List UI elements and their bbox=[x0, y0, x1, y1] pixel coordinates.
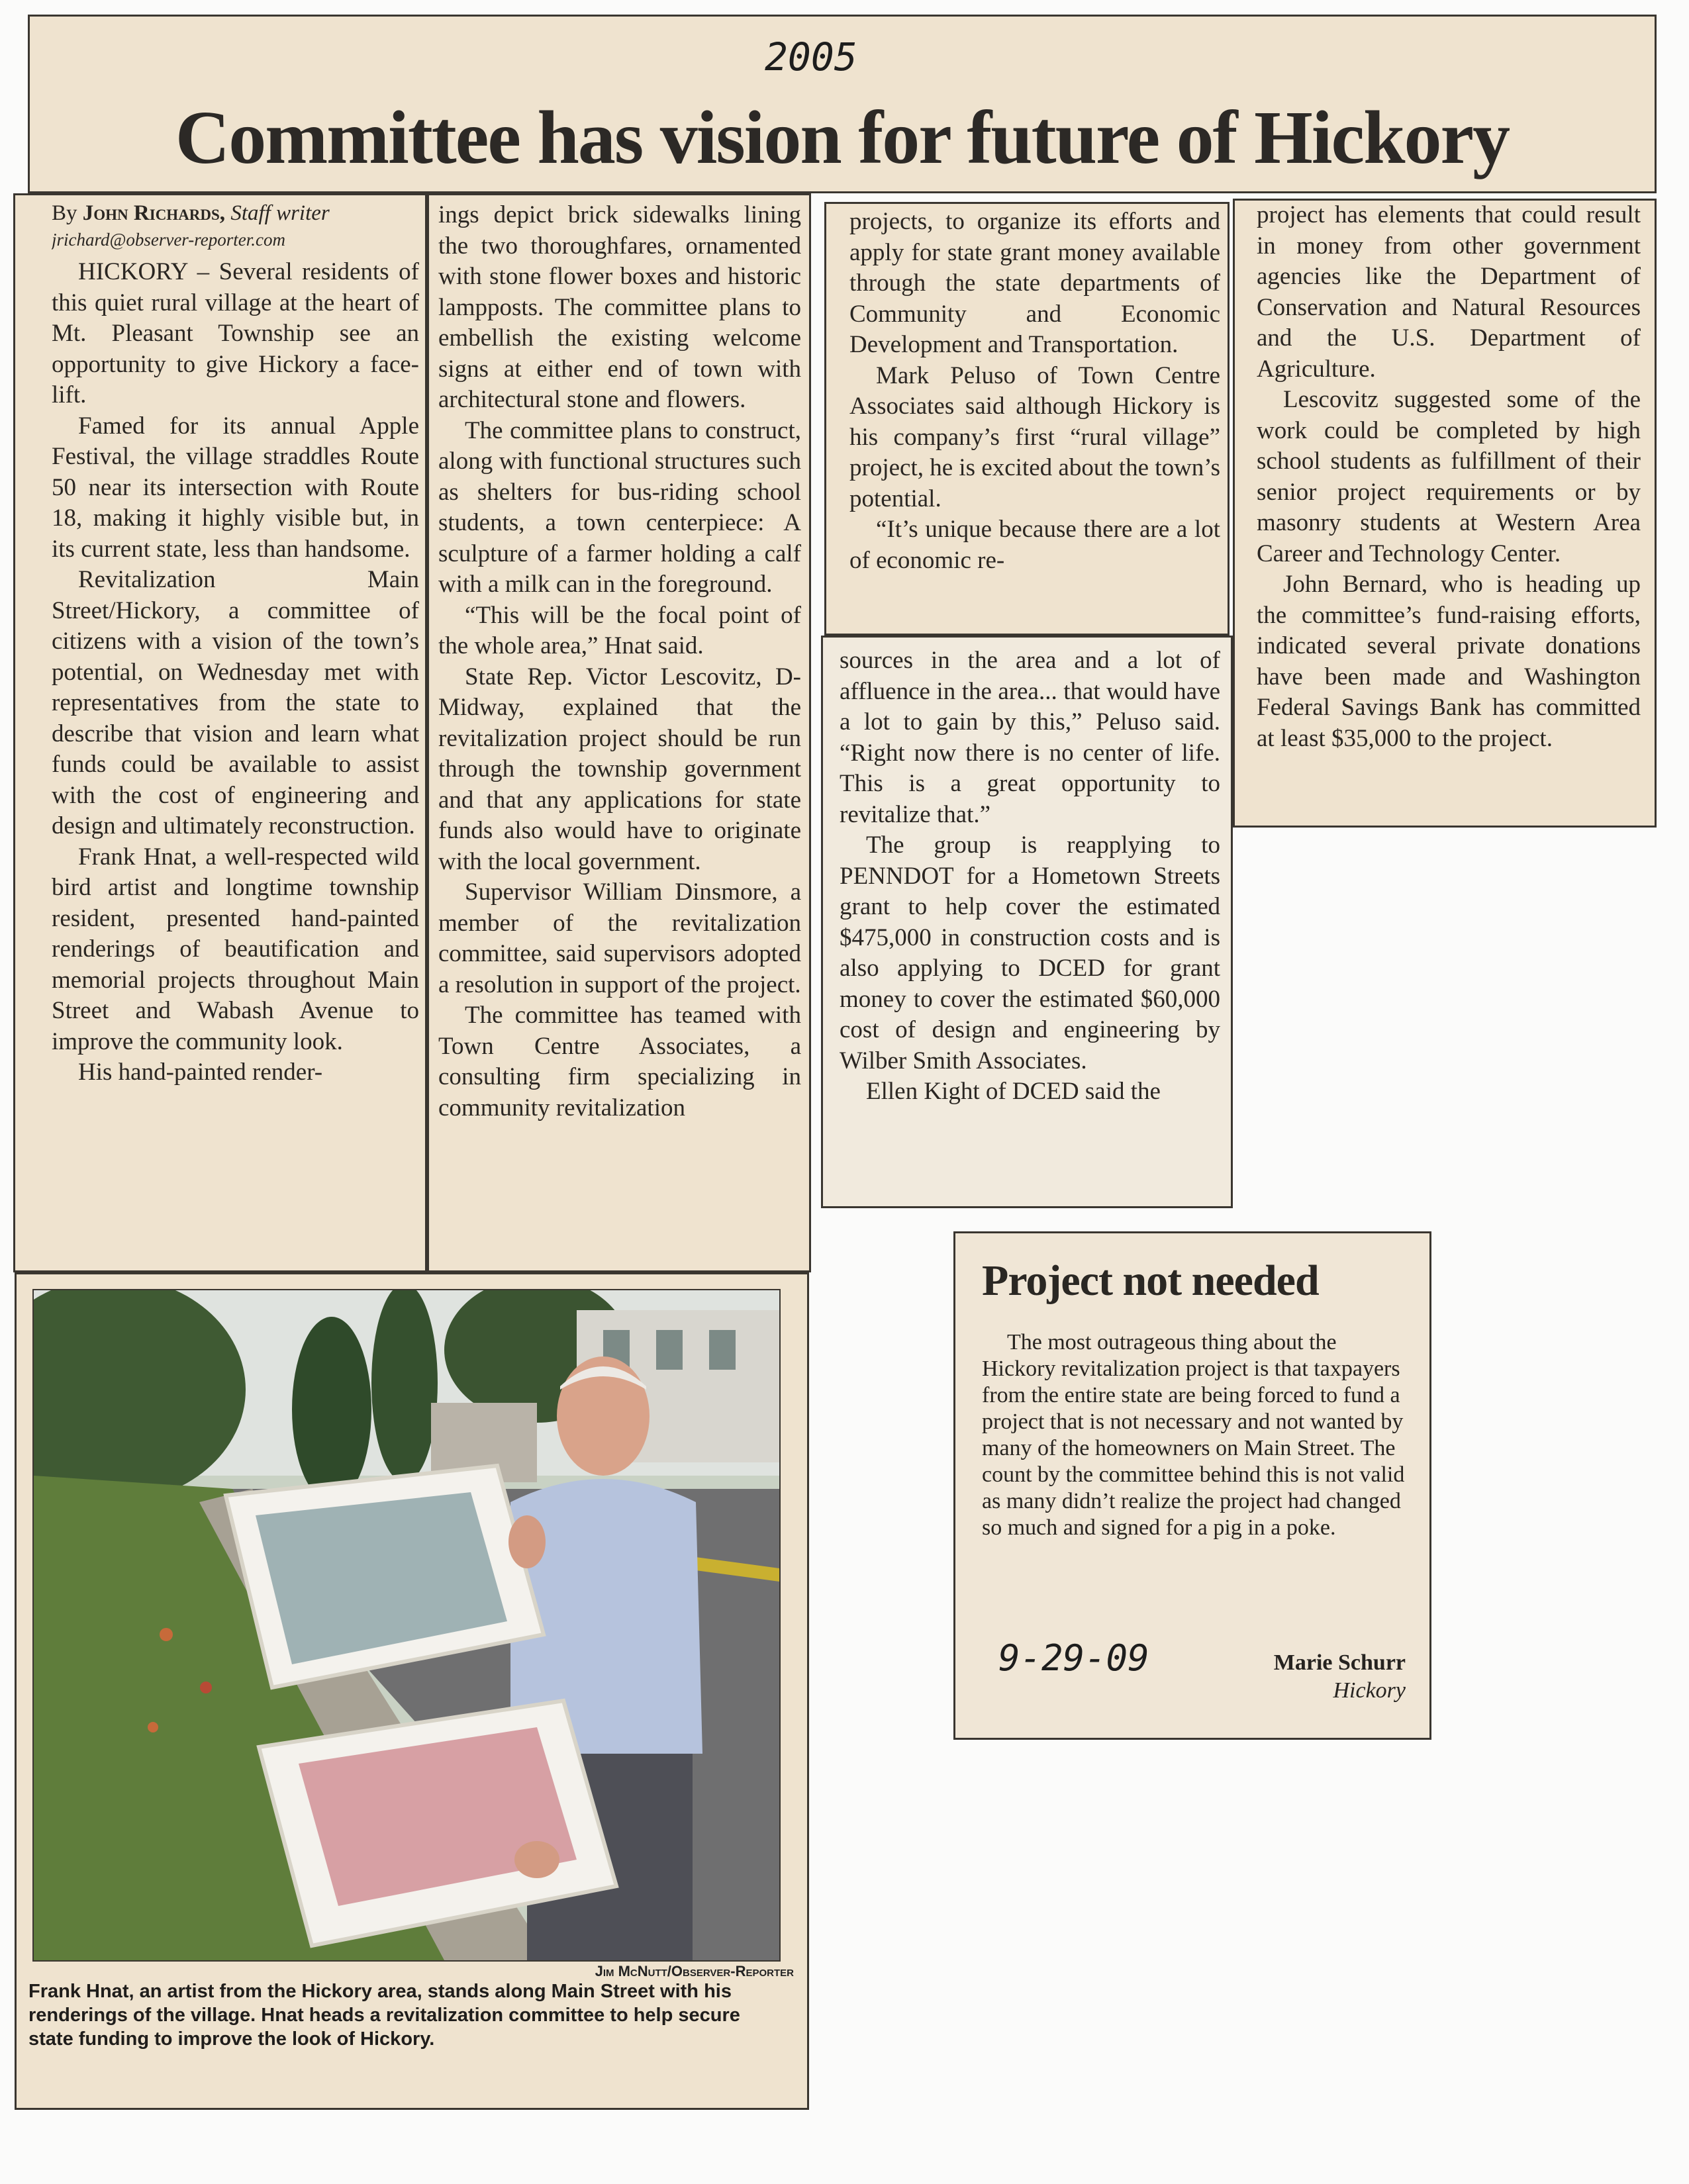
year-annotation: 2005 bbox=[765, 34, 857, 79]
author-email: jrichard@observer-reporter.com bbox=[52, 230, 285, 250]
paragraph: John Bernard, who is heading up the committee’s fund-raising efforts, indicated several private donations have been made and Washington Federal Savings Bank has committed at least $35,000 to the project. bbox=[1257, 571, 1641, 752]
paragraph: HICKORY – Several residents of this quiet rural village at the heart of Mt. Pleasant Township see an opportunity to give Hickory a face-lift. bbox=[52, 258, 419, 408]
photo-caption: Frank Hnat, an artist from the Hickory area, stands along Main Street with his renderings of the village. Hnat heads a revitalization committee to help secure state funding to improve the look of Hickory. bbox=[28, 1981, 740, 2050]
photo-scene bbox=[34, 1290, 779, 1960]
paragraph: His hand-painted render- bbox=[78, 1059, 323, 1086]
letter-body: The most outrageous thing about the Hickory revitalization project is that taxpayers from the entire state are being forced to fund a project that is not necessary and not wanted by many of the homeowners on Main Street. The count by the committee behind this is not valid as many didn’t realize the project had changed so much and signed for a pig in a poke. bbox=[982, 1330, 1405, 1540]
paragraph: The committee has teamed with Town Centre Associates, a consulting firm specializing in community revitalization bbox=[438, 1002, 801, 1121]
paragraph: Lescovitz suggested some of the work could be completed by high school students as fulfillment of their senior project requirements or by masonry students at Western Area Career and Technology Center. bbox=[1257, 386, 1641, 567]
letter-title: Project not needed bbox=[982, 1257, 1319, 1305]
article-column-1 bbox=[52, 200, 419, 1267]
paragraph: Famed for its annual Apple Festival, the village straddles Route 50 near its intersection with Route 18, making it highly visible but, in its current state, less than handsome. bbox=[52, 412, 419, 563]
paragraph: The committee plans to construct, along with functional structures such as shelters for bus-riding school students, a town centerpiece: A sculpture of a farmer holding a calf with a milk can in the foreground. bbox=[438, 416, 801, 598]
article-column-2 bbox=[438, 200, 801, 1267]
paragraph: “This will be the focal point of the whole area,” Hnat said. bbox=[438, 601, 801, 659]
paragraph: Mark Peluso of Town Centre Associates said although Hickory is his company’s first “rural village” project, he is excited about the town’s potential. bbox=[849, 361, 1220, 512]
article-column-3-bottom bbox=[840, 645, 1220, 1205]
date-annotation: 9-29-09 bbox=[998, 1637, 1149, 1679]
article-column-4 bbox=[1257, 200, 1641, 819]
paragraph: Revitalization Main Street/Hickory, a committee of citizens with a vision of the town’s potential, on Wednesday met with representatives from the state to describe that vision and learn what funds could be available to assist with the cost of engineering and design and ultimately reconstruction. bbox=[52, 566, 419, 839]
headline: Committee has vision for future of Hickory bbox=[175, 95, 1510, 179]
byline-author: John Richards, bbox=[82, 201, 226, 225]
paragraph: ings depict brick sidewalks lining the two thoroughfares, ornamented with stone flower boxes and historic lampposts. The committee plans to embellish the existing welcome signs at either end of town with architectural stone and flowers. bbox=[438, 201, 801, 413]
paragraph: sources in the area and a lot of affluence in the area... that would have a lot to gain by this,” Peluso said. “Right now there is no center of life. This is a great opportunity to revitalize that.” bbox=[840, 647, 1220, 828]
news-photo bbox=[32, 1289, 781, 1962]
letter-clipping bbox=[953, 1231, 1431, 1740]
letter-location: Hickory bbox=[1333, 1678, 1406, 1703]
paragraph: Supervisor William Dinsmore, a member of the revitalization committee, said supervisors adopted a resolution in support of the project. bbox=[438, 878, 801, 998]
paragraph: “It’s unique because there are a lot of economic re- bbox=[849, 516, 1220, 574]
paragraph: projects, to organize its efforts and apply for state grant money available through the state departments of Community and Economic Development and Transportation. bbox=[849, 208, 1220, 358]
paragraph: State Rep. Victor Lescovitz, D-Midway, explained that the revitalization project should be run through the township government and that any applications for state funds also would have to originate with the local government. bbox=[438, 663, 801, 875]
letter-author: Marie Schurr bbox=[1273, 1650, 1406, 1675]
paragraph: Ellen Kight of DCED said the bbox=[866, 1078, 1161, 1105]
byline-role: Staff writer bbox=[230, 201, 330, 225]
photo-clipping bbox=[15, 1272, 809, 2110]
article-column-3-top bbox=[849, 207, 1220, 632]
paragraph: Frank Hnat, a well-respected wild bird artist and longtime township resident, presented hand-painted renderings of beautification and memorial projects throughout Main Street and Wabash Avenue to improve the community look. bbox=[52, 843, 419, 1055]
paragraph: The group is reapplying to PENNDOT for a Hometown Streets grant to help cover the estimated $475,000 in construction costs and is also applying to DCED for grant money to cover the estimated $60,000 cost of design and engineering by Wilber Smith Associates. bbox=[840, 831, 1220, 1074]
photo-credit: Jim McNutt/Observer-Reporter bbox=[595, 1963, 794, 1979]
paragraph: project has elements that could result in money from other government agencies like the Department of Conservation and Natural Resources and the U.S. Department of Agriculture. bbox=[1257, 201, 1641, 383]
byline: By John Richards, Staff writer bbox=[52, 201, 330, 225]
